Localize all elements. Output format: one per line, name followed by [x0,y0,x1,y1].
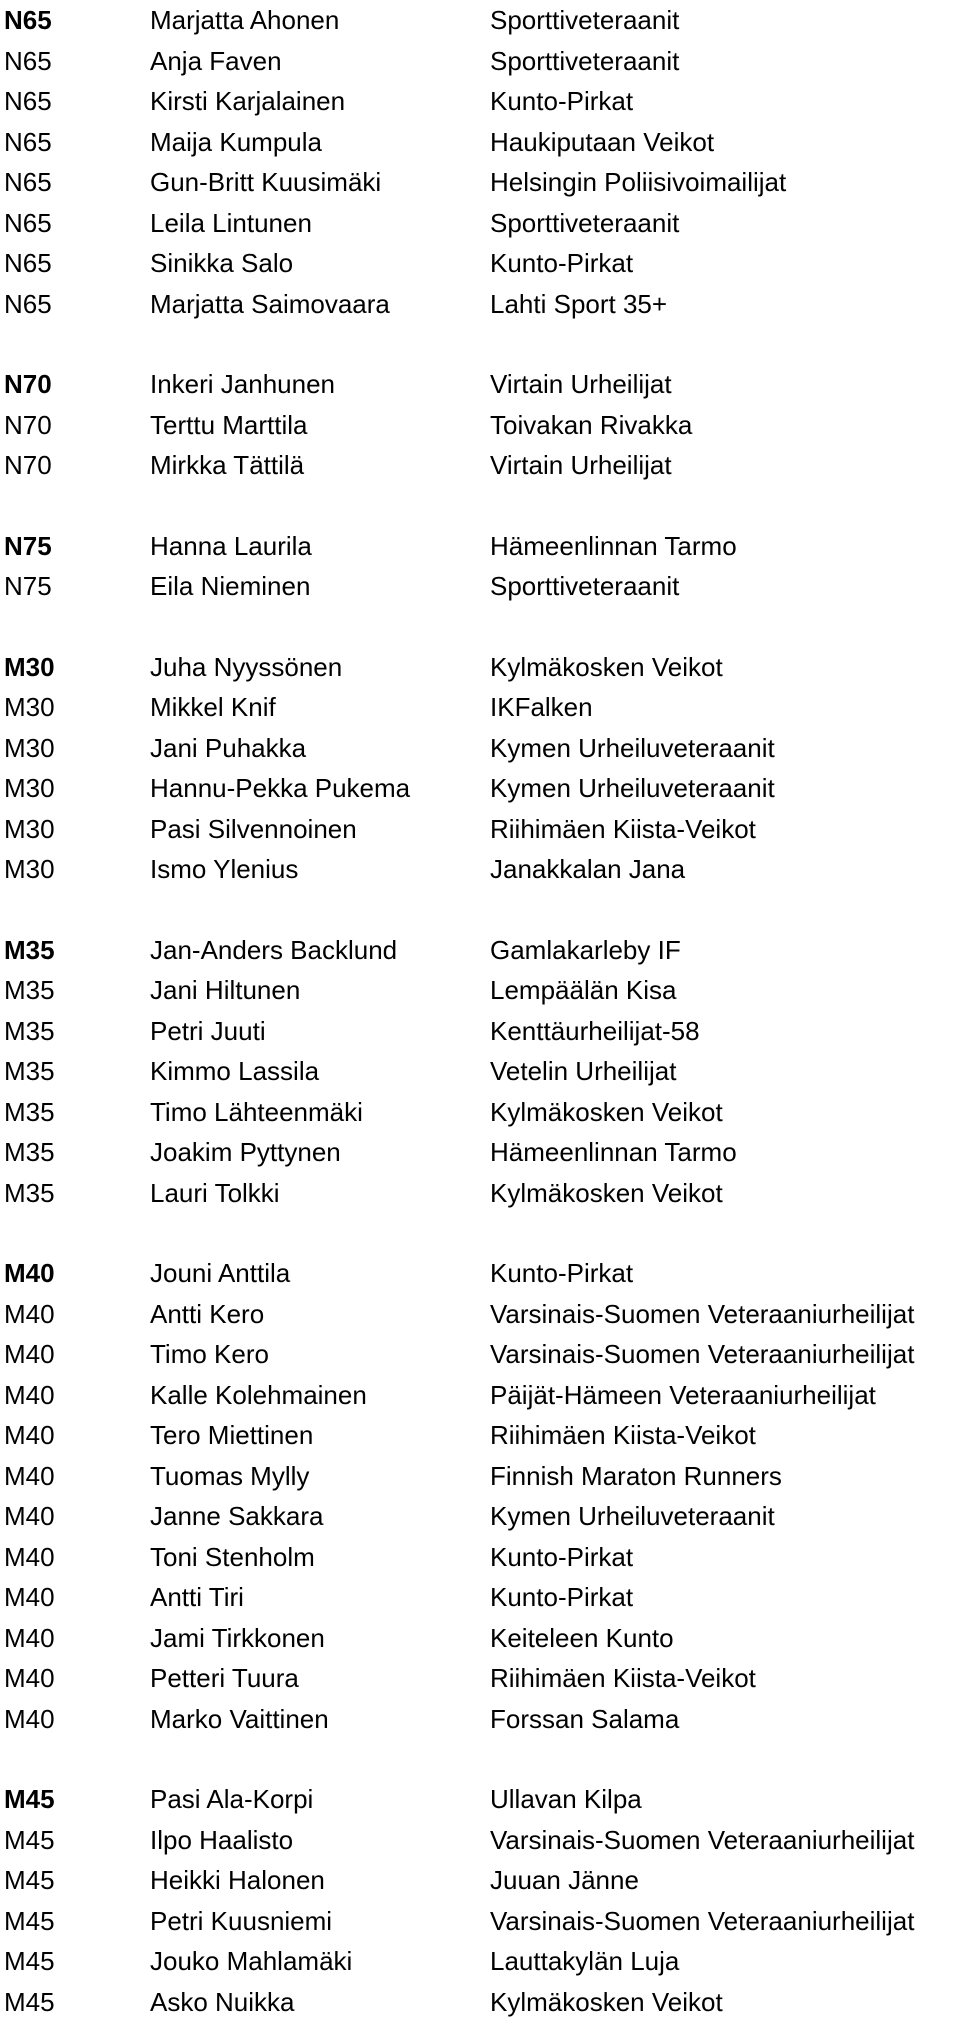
club-cell: Sporttiveteraanit [490,571,680,601]
class-cell: N65 [4,126,52,157]
table-row [0,41,960,82]
class-cell: N65 [4,86,52,116]
name-cell: Antti Tiri [150,1582,244,1612]
class-cell: M40 [4,1379,55,1410]
club-cell: Päijät-Hämeen Veteraaniurheilijat [490,1379,876,1410]
table-row [0,284,960,325]
club-cell: Kylmäkosken Veikot [490,1986,723,2017]
club-cell: Virtain Urheilijat [490,450,672,480]
class-cell: M45 [4,1784,55,1814]
class-cell: M30 [4,732,55,763]
class-cell: M45 [4,1824,55,1855]
class-cell: N75 [4,571,52,601]
name-cell: Maija Kumpula [150,126,322,157]
name-cell: Ilpo Haalisto [150,1824,294,1855]
table-row [0,405,960,446]
name-cell: Jani Hiltunen [150,975,301,1005]
club-cell: Sporttiveteraanit [490,45,680,76]
name-cell: Ismo Ylenius [150,854,299,884]
class-cell: N65 [4,5,52,35]
club-cell: Hämeenlinnan Tarmo [490,530,737,561]
table-row [0,1618,960,1659]
name-cell: Joakim Pyttynen [150,1137,341,1167]
class-cell: N65 [4,207,52,238]
name-cell: Hanna Laurila [150,530,312,561]
club-cell: Keiteleen Kunto [490,1622,674,1653]
table-row [0,566,960,607]
table-row [0,809,960,850]
class-group [0,930,960,1214]
table-row [0,1456,960,1497]
class-cell: M30 [4,692,55,722]
class-cell: N70 [4,450,52,480]
class-cell: M40 [4,1258,55,1288]
class-cell: N65 [4,288,52,319]
table-row [0,81,960,122]
name-cell: Kimmo Lassila [150,1056,320,1086]
club-cell: Virtain Urheilijat [490,369,672,399]
name-cell: Jan-Anders Backlund [150,934,398,965]
club-cell: Kunto-Pirkat [490,1258,634,1288]
table-row [0,1496,960,1537]
class-cell: N65 [4,248,52,278]
name-cell: Jami Tirkkonen [150,1622,325,1653]
name-cell: Janne Sakkara [150,1501,324,1531]
table-row [0,1253,960,1294]
class-group [0,0,960,324]
class-cell: M35 [4,1015,55,1046]
name-cell: Lauri Tolkki [150,1177,280,1208]
table-row [0,1334,960,1375]
table-row [0,728,960,769]
name-cell: Hannu-Pekka Pukema [150,773,411,803]
club-cell: Lauttakylän Luja [490,1946,680,1976]
name-cell: Marjatta Saimovaara [150,288,390,319]
name-cell: Eila Nieminen [150,571,311,601]
table-row [0,970,960,1011]
table-row [0,647,960,688]
table-row [0,0,960,41]
class-cell: M30 [4,651,55,682]
class-cell: M35 [4,1137,55,1167]
class-cell: M45 [4,1986,55,2017]
club-cell: Varsinais-Suomen Veteraaniurheilijat [490,1339,915,1369]
club-cell: Kunto-Pirkat [490,86,634,116]
name-cell: Inkeri Janhunen [150,369,336,399]
class-group [0,1779,960,2022]
class-cell: M45 [4,1946,55,1976]
class-group [0,647,960,890]
name-cell: Heikki Halonen [150,1865,325,1895]
club-cell: Haukiputaan Veikot [490,126,715,157]
table-row [0,1375,960,1416]
class-cell: M40 [4,1460,55,1491]
table-row [0,1941,960,1982]
class-cell: M40 [4,1339,55,1369]
name-cell: Timo Kero [150,1339,269,1369]
class-cell: N65 [4,167,52,197]
table-row [0,1658,960,1699]
class-cell: N65 [4,45,52,76]
table-row [0,1092,960,1133]
club-cell: Sporttiveteraanit [490,5,680,35]
table-row [0,849,960,890]
name-cell: Tero Miettinen [150,1420,314,1450]
table-row [0,687,960,728]
name-cell: Mikkel Knif [150,692,276,722]
table-row [0,1577,960,1618]
table-row [0,1779,960,1820]
club-cell: Gamlakarleby IF [490,934,681,965]
class-cell: M40 [4,1582,55,1612]
name-cell: Gun-Britt Kuusimäki [150,167,382,197]
class-cell: M35 [4,1056,55,1086]
club-cell: Sporttiveteraanit [490,207,680,238]
class-cell: M40 [4,1703,55,1734]
name-cell: Jani Puhakka [150,732,307,763]
club-cell: Lahti Sport 35+ [490,288,668,319]
class-group [0,364,960,486]
class-cell: M45 [4,1905,55,1936]
class-cell: M30 [4,773,55,803]
table-row [0,1982,960,2023]
club-cell: Varsinais-Suomen Veteraaniurheilijat [490,1298,915,1329]
table-row [0,243,960,284]
class-cell: M45 [4,1865,55,1895]
class-cell: M35 [4,1177,55,1208]
table-row [0,445,960,486]
class-cell: N70 [4,369,52,399]
class-group [0,526,960,607]
name-cell: Asko Nuikka [150,1986,295,2017]
club-cell: Toivakan Rivakka [490,409,693,440]
table-row [0,1415,960,1456]
class-cell: M35 [4,934,55,965]
name-cell: Jouni Anttila [150,1258,291,1288]
club-cell: Kylmäkosken Veikot [490,1177,723,1208]
table-row [0,1901,960,1942]
name-cell: Antti Kero [150,1298,265,1329]
table-row [0,1860,960,1901]
club-cell: Kunto-Pirkat [490,1582,634,1612]
name-cell: Terttu Marttila [150,409,308,440]
club-cell: Janakkalan Jana [490,854,686,884]
class-cell: M40 [4,1420,55,1450]
table-row [0,1537,960,1578]
table-row [0,1173,960,1214]
club-cell: Riihimäen Kiista-Veikot [490,1663,756,1693]
club-cell: Riihimäen Kiista-Veikot [490,813,756,844]
table-row [0,122,960,163]
name-cell: Marjatta Ahonen [150,5,340,35]
name-cell: Tuomas Mylly [150,1460,310,1491]
club-cell: Kymen Urheiluveteraanit [490,732,775,763]
name-cell: Pasi Ala-Korpi [150,1784,314,1814]
name-cell: Sinikka Salo [150,248,294,278]
name-cell: Marko Vaittinen [150,1703,329,1734]
club-cell: Kunto-Pirkat [490,1541,634,1572]
club-cell: Kylmäkosken Veikot [490,1096,723,1127]
name-cell: Jouko Mahlamäki [150,1946,353,1976]
club-cell: Forssan Salama [490,1703,680,1734]
table-row [0,364,960,405]
table-row [0,1051,960,1092]
club-cell: Riihimäen Kiista-Veikot [490,1420,756,1450]
table-row [0,203,960,244]
name-cell: Juha Nyyssönen [150,651,343,682]
club-cell: Ullavan Kilpa [490,1784,642,1814]
name-cell: Anja Faven [150,45,282,76]
class-group [0,1253,960,1739]
name-cell: Kalle Kolehmainen [150,1379,367,1410]
club-cell: IKFalken [490,692,593,722]
club-cell: Varsinais-Suomen Veteraaniurheilijat [490,1824,915,1855]
name-cell: Petteri Tuura [150,1663,299,1693]
table-row [0,1294,960,1335]
table-row [0,768,960,809]
class-cell: M35 [4,975,55,1005]
table-row [0,1699,960,1740]
class-cell: N70 [4,409,52,440]
name-cell: Mirkka Tättilä [150,450,305,480]
club-cell: Kymen Urheiluveteraanit [490,773,775,803]
class-cell: M30 [4,813,55,844]
club-cell: Lempäälän Kisa [490,975,677,1005]
name-cell: Timo Lähteenmäki [150,1096,363,1127]
club-cell: Helsingin Poliisivoimailijat [490,167,787,197]
class-cell: M30 [4,854,55,884]
name-cell: Pasi Silvennoinen [150,813,357,844]
table-row [0,1011,960,1052]
table-row [0,1820,960,1861]
club-cell: Kunto-Pirkat [490,248,634,278]
name-cell: Kirsti Karjalainen [150,86,346,116]
name-cell: Petri Juuti [150,1015,266,1046]
table-row [0,930,960,971]
club-cell: Hämeenlinnan Tarmo [490,1137,737,1167]
club-cell: Kymen Urheiluveteraanit [490,1501,775,1531]
class-cell: M40 [4,1663,55,1693]
class-cell: M40 [4,1298,55,1329]
table-row [0,526,960,567]
class-cell: M40 [4,1622,55,1653]
class-cell: M35 [4,1096,55,1127]
table-row [0,162,960,203]
name-cell: Leila Lintunen [150,207,312,238]
club-cell: Juuan Jänne [490,1865,639,1895]
club-cell: Vetelin Urheilijat [490,1056,677,1086]
class-cell: M40 [4,1541,55,1572]
club-cell: Kenttäurheilijat-58 [490,1015,700,1046]
class-cell: N75 [4,530,52,561]
table-row [0,1132,960,1173]
name-cell: Petri Kuusniemi [150,1905,333,1936]
club-cell: Kylmäkosken Veikot [490,651,723,682]
class-cell: M40 [4,1501,55,1531]
club-cell: Varsinais-Suomen Veteraaniurheilijat [490,1905,915,1936]
name-cell: Toni Stenholm [150,1541,315,1572]
club-cell: Finnish Maraton Runners [490,1460,782,1491]
